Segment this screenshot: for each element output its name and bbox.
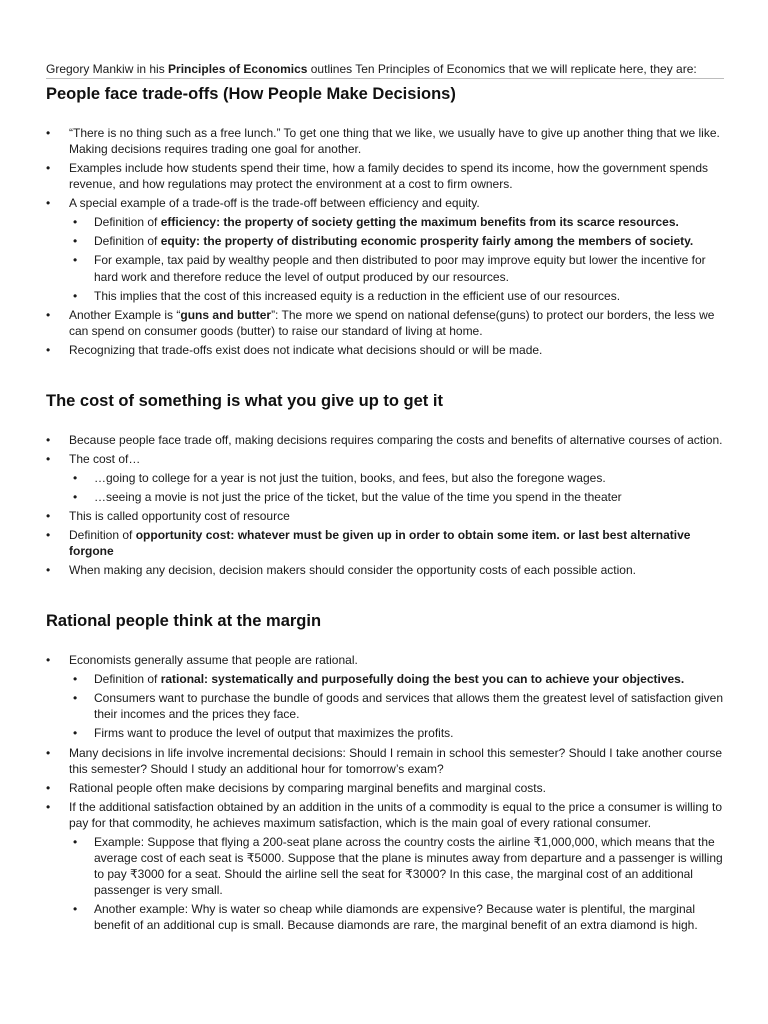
sub-bullet-item: [69, 470, 724, 486]
sub-bullet-list: [69, 214, 724, 303]
text-span: This is called opportunity cost of resource: [69, 509, 290, 523]
text-span: Examples include how students spend their time, how a family decides to spend its income, how the government spends revenue, and how regulations may protect the environment at a cost to firm owners.: [69, 161, 709, 192]
bold-text: equity: the property of distributing economic prosperity fairly among the members of society.: [160, 234, 694, 249]
sub-bullet-item: [69, 214, 724, 230]
text-span: Another example: Why is water so cheap while diamonds are expensive? Because water is plentiful, the marginal benefit of an additional cup is small. Because diamonds are rare, the marginal benefit of an extra diamond is high.: [94, 902, 698, 933]
text-span: A special example of a trade-off is the trade-off between efficiency and equity.: [69, 196, 480, 211]
bullet-item: [46, 652, 724, 741]
text-span: Consumers want to purchase the bundle of goods and services that allows them the greatest level of satisfaction given their incomes and the prices they face.: [94, 691, 724, 722]
text-span: Definition of: [94, 215, 161, 230]
text-span: This implies that the cost of this increased equity is a reduction in the efficient use of our resources.: [94, 288, 621, 303]
intro-text-pre: Gregory Mankiw in his: [46, 62, 169, 76]
text-span: Definition of: [94, 672, 161, 687]
bullet-item: [46, 125, 724, 157]
text-span: The cost of…: [69, 451, 141, 466]
bullet-item: [46, 745, 724, 777]
intro-text-post: outlines Ten Principles of Economics that we will replicate here, they are:: [307, 62, 697, 76]
sub-bullet-item: [69, 834, 724, 898]
sub-bullet-item: [69, 233, 724, 249]
sub-bullet-item: [69, 252, 724, 284]
bullet-item: [46, 195, 724, 303]
sub-bullet-list: [69, 834, 724, 933]
bullet-item: [46, 527, 724, 559]
text-span: “There is no thing such as a free lunch.” To get one thing that we like, we usually have to give up another thing that we like. Making decisions requires trading one goal for another.: [69, 125, 720, 156]
sub-bullet-item: [69, 288, 724, 304]
bold-text: rational: systematically and purposefully doing the best you can to achieve your objectives.: [160, 672, 685, 687]
bullet-list: [46, 432, 724, 579]
sub-bullet-item: [69, 489, 724, 505]
section-heading: The cost of something is what you give up to get it: [46, 391, 443, 410]
text-span: Recognizing that trade-offs exist does not indicate what decisions should or will be made.: [69, 342, 543, 357]
text-span: Economists generally assume that people are rational.: [69, 653, 358, 668]
text-span: Definition of: [94, 234, 161, 249]
bullet-item: [46, 160, 724, 192]
text-span: If the additional satisfaction obtained by an addition in the units of a commodity is equal to the price a consumer is willing to pay for that commodity, he achieves maximum satisfaction, which is the main goal of every rational consumer.: [69, 799, 723, 830]
text-span: Definition of: [69, 528, 136, 543]
bullet-list: [46, 652, 724, 933]
bullet-item: [46, 508, 724, 524]
bullet-item: [46, 432, 724, 448]
text-span: Because people face trade off, making decisions requires comparing the costs and benefits of alternative courses of action.: [69, 432, 723, 447]
intro-paragraph: [46, 61, 724, 79]
text-span: Many decisions in life involve incremental decisions: Should I remain in school this semester? Should I take another course this semester? Should I study an additional hour for tomorrow’s exam?: [69, 745, 723, 776]
section-heading: People face trade-offs (How People Make Decisions): [46, 85, 456, 104]
text-span: Firms want to produce the level of output that maximizes the profits.: [94, 726, 454, 741]
bold-text: efficiency: the property of society getting the maximum benefits from its scarce resources.: [160, 215, 679, 230]
text-span: Rational people often make decisions by comparing marginal benefits and marginal costs.: [69, 780, 546, 795]
bold-text: opportunity cost: whatever must be given up in order to obtain some item. or last best alternative forgone: [69, 528, 691, 559]
bullet-item: [46, 799, 724, 934]
text-span: Example: Suppose that flying a 200-seat plane across the country costs the airline ₹1,000,000, which means that the average cost of each seat is ₹5000. Suppose that the plane is minutes away from departure and a passenger is willing to pay ₹3000 for a seat. Should the airline sell the seat for ₹3000? In this case, the marginal cost of an additional passenger is very small.: [94, 834, 723, 898]
sub-bullet-item: [69, 725, 724, 741]
sub-bullet-item: [69, 671, 724, 687]
sub-bullet-list: [69, 470, 724, 505]
bullet-item: [46, 451, 724, 505]
bullet-item: [46, 780, 724, 796]
intro-book-title: Principles of Economics: [168, 62, 308, 76]
bullet-item: [46, 562, 724, 578]
bullet-item: [46, 307, 724, 339]
text-span: When making any decision, decision makers should consider the opportunity costs of each possible action.: [69, 563, 636, 578]
text-span: …seeing a movie is not just the price of the ticket, but the value of the time you spend in the theater: [94, 489, 622, 504]
text-span: Another Example is “: [69, 307, 181, 322]
bullet-list: [46, 125, 724, 358]
text-span: For example, tax paid by wealthy people and then distributed to poor may improve equity but lower the incentive for hard work and therefore reduce the level of output produced by our resources.: [94, 253, 706, 284]
text-span: …going to college for a year is not just the tuition, books, and fees, but also the foregone wages.: [94, 470, 606, 485]
sub-bullet-list: [69, 671, 724, 741]
sub-bullet-item: [69, 690, 724, 722]
bold-text: guns and butter: [180, 307, 272, 322]
document-body: [46, 85, 724, 933]
text-span: ”: The more we spend on national defense(guns) to protect our borders, the less we can spend on consumer goods (butter) to raise our standard of living at home.: [69, 307, 715, 338]
bullet-item: [46, 342, 724, 358]
sub-bullet-item: [69, 901, 724, 933]
section-heading: Rational people think at the margin: [46, 612, 322, 631]
